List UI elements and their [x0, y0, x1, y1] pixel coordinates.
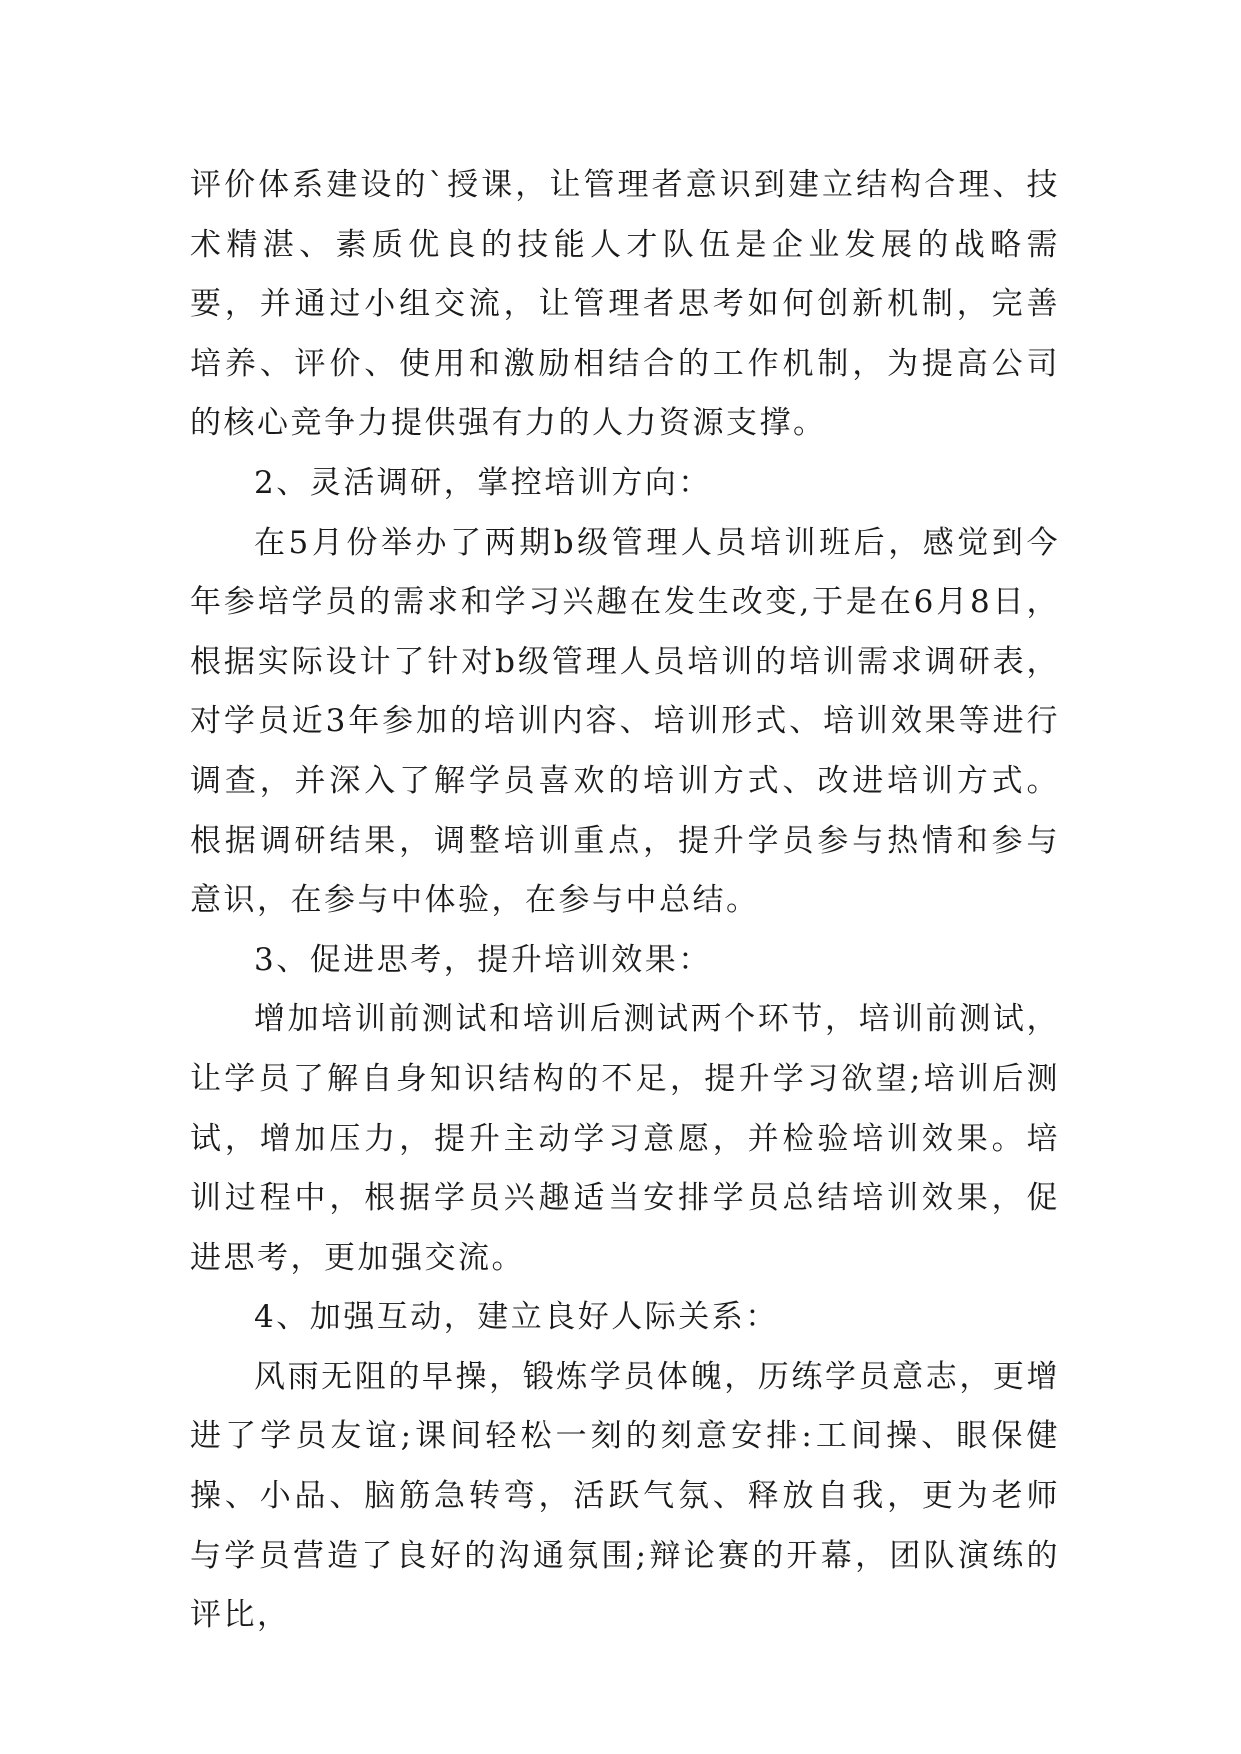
section-heading-3: 3、促进思考，提升培训效果： [254, 941, 712, 978]
paragraph-interaction: 风雨无阻的早操，锻炼学员体魄，历练学员意志，更增进了学员友谊;课间轻松一刻的刻意安排:工间操、眼保健操、小品、脑筋急转弯，活跃气氛、释放自我，更为老师与学员营造了良好的沟通氛围;辩论赛的开幕，团队演练的评比， [190, 1358, 1060, 1634]
paragraph-research: 在5月份举办了两期b级管理人员培训班后，感觉到今年参培学员的需求和学习兴趣在发生改变,于是在6月8日，根据实际设计了针对b级管理人员培训的培训需求调研表，对学员近3年参加的培训内容、培训形式、培训效果等进行调查，并深入了解学员喜欢的培训方式、改进培训方式。根据调研结果，调整培训重点，提升学员参与热情和参与意识，在参与中体验，在参与中总结。 [190, 524, 1060, 919]
document-body [190, 156, 1060, 1646]
paragraph-continuation: 评价体系建设的`授课，让管理者意识到建立结构合理、技术精湛、素质优良的技能人才队伍是企业发展的战略需要，并通过小组交流，让管理者思考如何创新机制，完善培养、评价、使用和激励相结合的工作机制，为提高公司的核心竞争力提供强有力的人力资源支撑。 [190, 167, 1060, 442]
section-heading-4: 4、加强互动，建立良好人际关系： [254, 1299, 779, 1336]
section-heading-2: 2、灵活调研，掌控培训方向： [254, 464, 712, 501]
paragraph-testing: 增加培训前测试和培训后测试两个环节，培训前测试，让学员了解自身知识结构的不足，提升学习欲望;培训后测试，增加压力，提升主动学习意愿，并检验培训效果。培训过程中，根据学员兴趣适当安排学员总结培训效果，促进思考，更加强交流。 [190, 1001, 1060, 1276]
